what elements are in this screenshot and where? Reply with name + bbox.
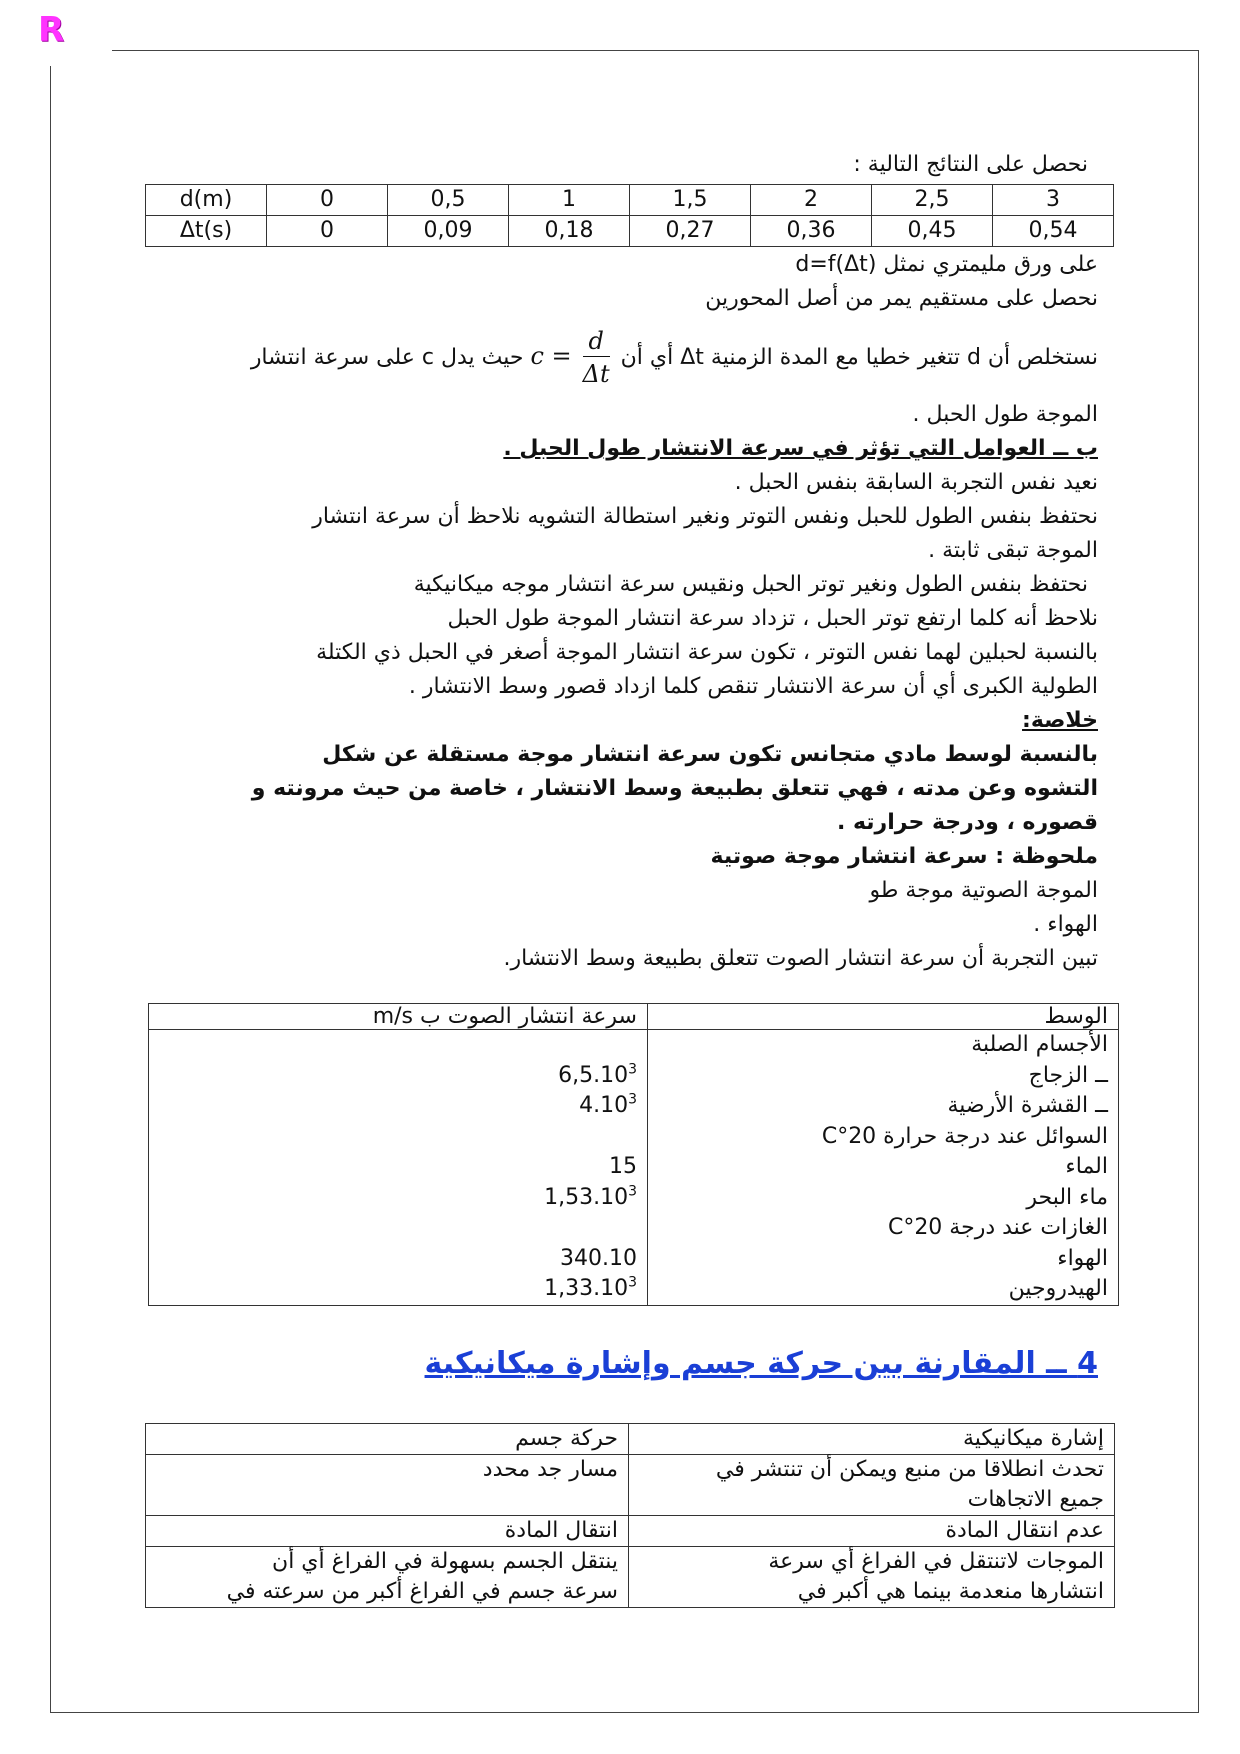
table-cell: 0,36 [751, 216, 872, 247]
table-row [146, 185, 1114, 216]
frame-border-left [50, 66, 51, 1713]
speed-value: 6,5.10$^3$ [558, 1061, 637, 1088]
speed-value: 4.10$^3$ [579, 1091, 637, 1118]
table-cell: 3 [993, 185, 1114, 216]
comparison-table [145, 1423, 1115, 1608]
text-line: الطولية الكبرى أي أن سرعة الانتشار تنقص كلما ازداد قصور وسط الانتشار . [408, 674, 1098, 699]
table-row [146, 1455, 1115, 1516]
header-mechanical-signal: إشارة ميكانيكية [629, 1424, 1115, 1455]
body-cell: انتقال المادة [146, 1516, 629, 1547]
table-cell: 1,5 [630, 185, 751, 216]
medium-name: الماء [1065, 1154, 1108, 1179]
speed-value: 1,53.10$^3$ [544, 1183, 637, 1210]
fraction [583, 326, 610, 391]
table-cell: 0,18 [509, 216, 630, 247]
table-row [146, 1547, 1115, 1608]
summary-line: التشوه وعن مدته ، فهي تتعلق بطبيعة وسط الانتشار ، خاصة من حيث مرونته و [251, 776, 1098, 801]
table-cell: 0,5 [388, 185, 509, 216]
speed-column [149, 1030, 648, 1306]
signal-cell: تحدث انطلاقا من منبع ويمكن أن تنتشر في جميع الاتجاهات [629, 1455, 1115, 1516]
medium-name: ماء البحر [1026, 1184, 1108, 1210]
table-cell: 0,09 [388, 216, 509, 247]
header-speed: سرعة انتشار الصوت ب m/s [149, 1004, 648, 1030]
table-header-row [146, 1424, 1115, 1455]
summary-line: قصوره ، ودرجة حرارته . [836, 810, 1098, 835]
header-body-motion: حركة جسم [146, 1424, 629, 1455]
frame-border-right [1198, 50, 1199, 1713]
medium-column [648, 1030, 1119, 1306]
intro-line: نحصل على النتائج التالية : [853, 152, 1088, 177]
table-header-row [149, 1004, 1119, 1030]
section-b-heading: ب ــ العوامل التي تؤثر في سرعة الانتشار طول الحبل . [503, 436, 1098, 461]
formula-line [251, 320, 1098, 392]
table-cell: 0 [267, 185, 388, 216]
medium-name: الهيدروجين [1008, 1276, 1108, 1301]
speed-value [159, 1030, 637, 1061]
medium-name: ــ الزجاج [1028, 1062, 1108, 1088]
note-heading: ملحوظة : سرعة انتشار موجة صوتية [710, 844, 1098, 869]
logo: R [38, 10, 65, 50]
speed-value [159, 1213, 637, 1244]
table-row [146, 216, 1114, 247]
fraction-denominator: Δt [582, 359, 610, 388]
text-line: نحتفظ بنفس الطول للحبل ونفس التوتر ونغير استطالة التشويه نلاحظ أن سرعة انتشار [312, 504, 1098, 529]
text-line: نعيد نفس التجربة السابقة بنفس الحبل . [734, 470, 1098, 495]
sound-speed-table [148, 1003, 1119, 1306]
table-row [146, 1516, 1115, 1547]
text-line: الموجة تبقى ثابتة . [928, 538, 1098, 563]
row-label: d(m) [146, 185, 267, 216]
table-cell: 0 [267, 216, 388, 247]
fraction-numerator: d [583, 326, 610, 357]
medium-name: السوائل عند درجة حرارة 20°C [821, 1123, 1108, 1149]
medium-name: الأجسام الصلبة [971, 1032, 1108, 1057]
text-line: نلاحظ أنه كلما ارتفع توتر الحبل ، تزداد سرعة انتشار الموجة طول الحبل [447, 606, 1098, 631]
table-body-row [149, 1030, 1119, 1306]
text-line: بالنسبة لحبلين لهما نفس التوتر ، تكون سرعة انتشار الموجة أصغر في الحبل ذي الكتلة [316, 640, 1098, 665]
medium-name: الهواء [1057, 1245, 1108, 1271]
section-4-heading: 4 ــ المقارنة بين حركة جسم وإشارة ميكانيكية [424, 1346, 1098, 1381]
text-fragment: نستخلص أن d تتغير خطيا مع المدة الزمنية Δt أي أن [620, 345, 1098, 370]
text-line: الهواء . [1033, 912, 1098, 937]
text-line: تبين التجربة أن سرعة انتشار الصوت تتعلق بطبيعة وسط الانتشار. [503, 946, 1098, 971]
speed-value: 340.10 [560, 1245, 637, 1271]
table-cell: 0,45 [872, 216, 993, 247]
table-cell: 2 [751, 185, 872, 216]
table-cell: 0,54 [993, 216, 1114, 247]
text-line: الموجة طول الحبل . [912, 402, 1098, 427]
summary-heading: خلاصة: [1022, 708, 1098, 733]
formula-lhs: c = [530, 342, 572, 370]
text-fragment: حيث يدل c على سرعة انتشار [250, 345, 524, 370]
summary-line: بالنسبة لوسط مادي متجانس تكون سرعة انتشار موجة مستقلة عن شكل [322, 742, 1098, 767]
frame-border-bottom [50, 1712, 1199, 1713]
header-medium: الوسط [648, 1004, 1119, 1030]
text-line: نحصل على مستقيم يمر من أصل المحورين [705, 286, 1098, 311]
signal-cell: الموجات لاتنتقل في الفراغ أي سرعة انتشارها منعدمة بينما هي أكبر في [629, 1547, 1115, 1608]
signal-cell: عدم انتقال المادة [629, 1516, 1115, 1547]
frame-border-top [112, 50, 1199, 51]
text-line: على ورق مليمتري نمثل (d=f(Δt [795, 252, 1098, 277]
medium-name: الغازات عند درجة 20°C [887, 1215, 1108, 1240]
table-cell: 0,27 [630, 216, 751, 247]
speed-value: 1,33.10$^3$ [544, 1274, 637, 1301]
table-cell: 1 [509, 185, 630, 216]
medium-name: ــ القشرة الأرضية [947, 1093, 1108, 1118]
body-cell: مسار جد محدد [146, 1455, 629, 1516]
body-cell: ينتقل الجسم بسهولة في الفراغ أي أن سرعة جسم في الفراغ أكبر من سرعته في [146, 1547, 629, 1608]
speed-value [159, 1122, 637, 1153]
text-line: الموجة الصوتية موجة طو [869, 878, 1098, 903]
text-line: نحتفظ بنفس الطول ونغير توتر الحبل ونقيس سرعة انتشار موجه ميكانيكية [413, 572, 1088, 597]
row-label: Δt(s) [146, 216, 267, 247]
table-cell: 2,5 [872, 185, 993, 216]
results-table [145, 184, 1114, 247]
speed-value: 15 [609, 1154, 637, 1179]
velocity-formula [530, 320, 613, 394]
